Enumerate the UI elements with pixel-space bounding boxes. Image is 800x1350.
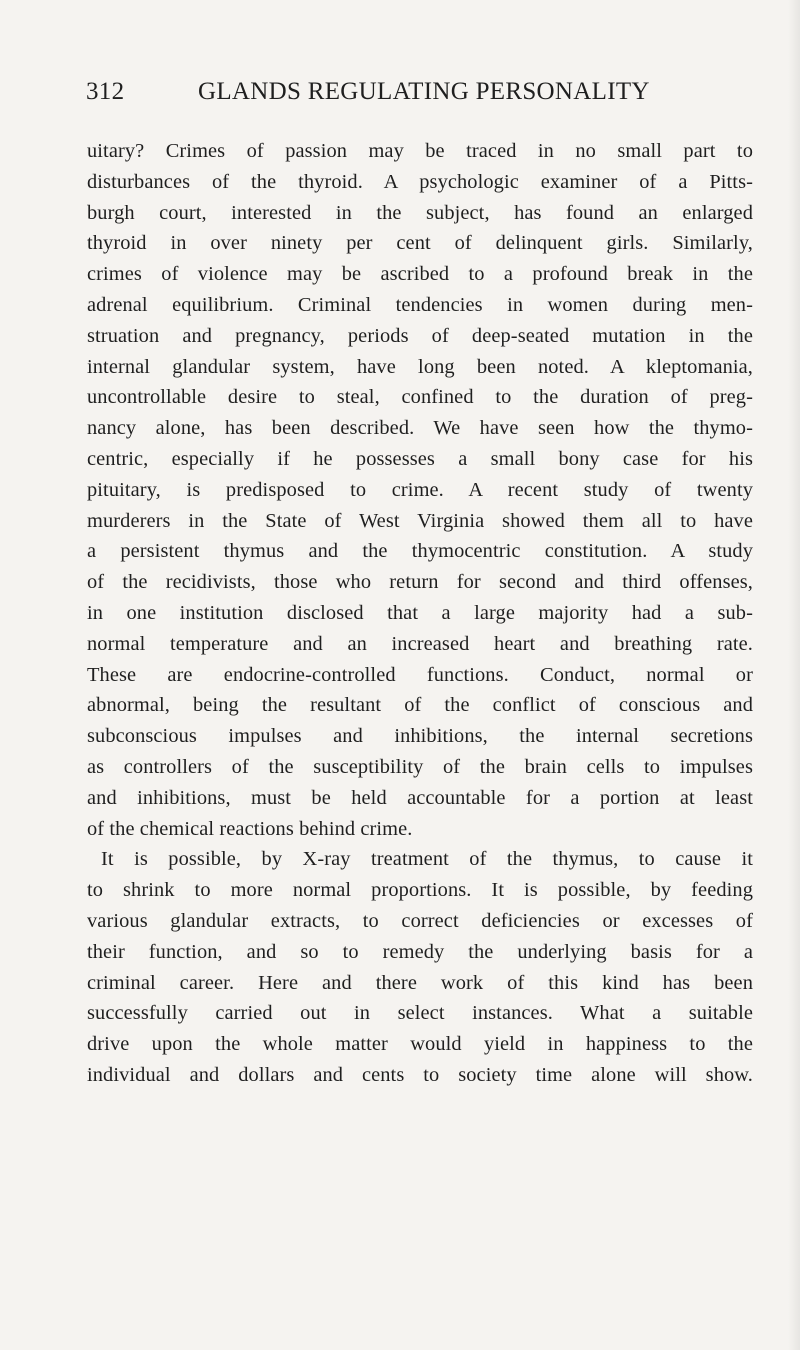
text-line: of the recidivists, those who return for second and third offenses,	[87, 571, 753, 594]
text-line: nancy alone, has been described. We have seen how the thymo-	[87, 417, 753, 440]
text-line: criminal career. Here and there work of this kind has been	[87, 971, 753, 994]
text-line: in one institution disclosed that a large majority had a sub-	[87, 601, 753, 624]
text-line: drive upon the whole matter would yield in happiness to the	[87, 1033, 753, 1056]
text-line: successfully carried out in select instances. What a suitable	[87, 1002, 753, 1025]
text-line: murderers in the State of West Virginia showed them all to have	[87, 509, 753, 532]
text-line: adrenal equilibrium. Criminal tendencies in women during men-	[87, 293, 753, 316]
text-line: These are endocrine-controlled functions. Conduct, normal or	[87, 663, 753, 686]
text-line: crimes of violence may be ascribed to a profound break in the	[87, 263, 753, 286]
text-line: abnormal, being the resultant of the conflict of conscious and	[87, 694, 753, 717]
running-head: GLANDS REGULATING PERSONALITY	[198, 78, 650, 105]
text-line: struation and pregnancy, periods of deep-seated mutation in the	[87, 324, 753, 347]
text-line: as controllers of the susceptibility of the brain cells to impulses	[87, 755, 753, 778]
text-line: thyroid in over ninety per cent of delinquent girls. Similarly,	[87, 232, 753, 255]
text-line: and inhibitions, must be held accountable for a portion at least	[87, 786, 753, 809]
paragraph-1	[87, 136, 753, 844]
text-line: uitary? Crimes of passion may be traced in no small part to	[87, 140, 753, 162]
text-line: to shrink to more normal proportions. It is possible, by feeding	[87, 879, 753, 902]
text-line: a persistent thymus and the thymocentric constitution. A study	[87, 540, 753, 563]
text-line: normal temperature and an increased heart and breathing rate.	[87, 632, 753, 655]
page-edge-shadow	[788, 0, 800, 1350]
text-line: various glandular extracts, to correct deficiencies or excesses of	[87, 909, 753, 932]
text-line: their function, and so to remedy the underlying basis for a	[87, 940, 753, 963]
text-line: disturbances of the thyroid. A psychologic examiner of a Pitts-	[87, 170, 753, 193]
paragraph-2	[87, 844, 753, 1090]
text-line: centric, especially if he possesses a small bony case for his	[87, 447, 753, 470]
text-line: It is possible, by X-ray treatment of the thymus, to cause it	[101, 848, 753, 871]
text-line: pituitary, is predisposed to crime. A recent study of twenty	[87, 478, 753, 501]
text-line: uncontrollable desire to steal, confined to the duration of preg-	[87, 386, 753, 409]
text-line: individual and dollars and cents to society time alone will show.	[87, 1063, 753, 1086]
body-text	[87, 136, 753, 1091]
text-line: burgh court, interested in the subject, has found an enlarged	[87, 201, 753, 224]
text-line: subconscious impulses and inhibitions, the internal secretions	[87, 725, 753, 748]
page-number: 312	[86, 78, 125, 105]
text-line: of the chemical reactions behind crime.	[87, 817, 413, 840]
text-line: internal glandular system, have long been noted. A kleptomania,	[87, 355, 753, 378]
page-header	[86, 78, 726, 118]
